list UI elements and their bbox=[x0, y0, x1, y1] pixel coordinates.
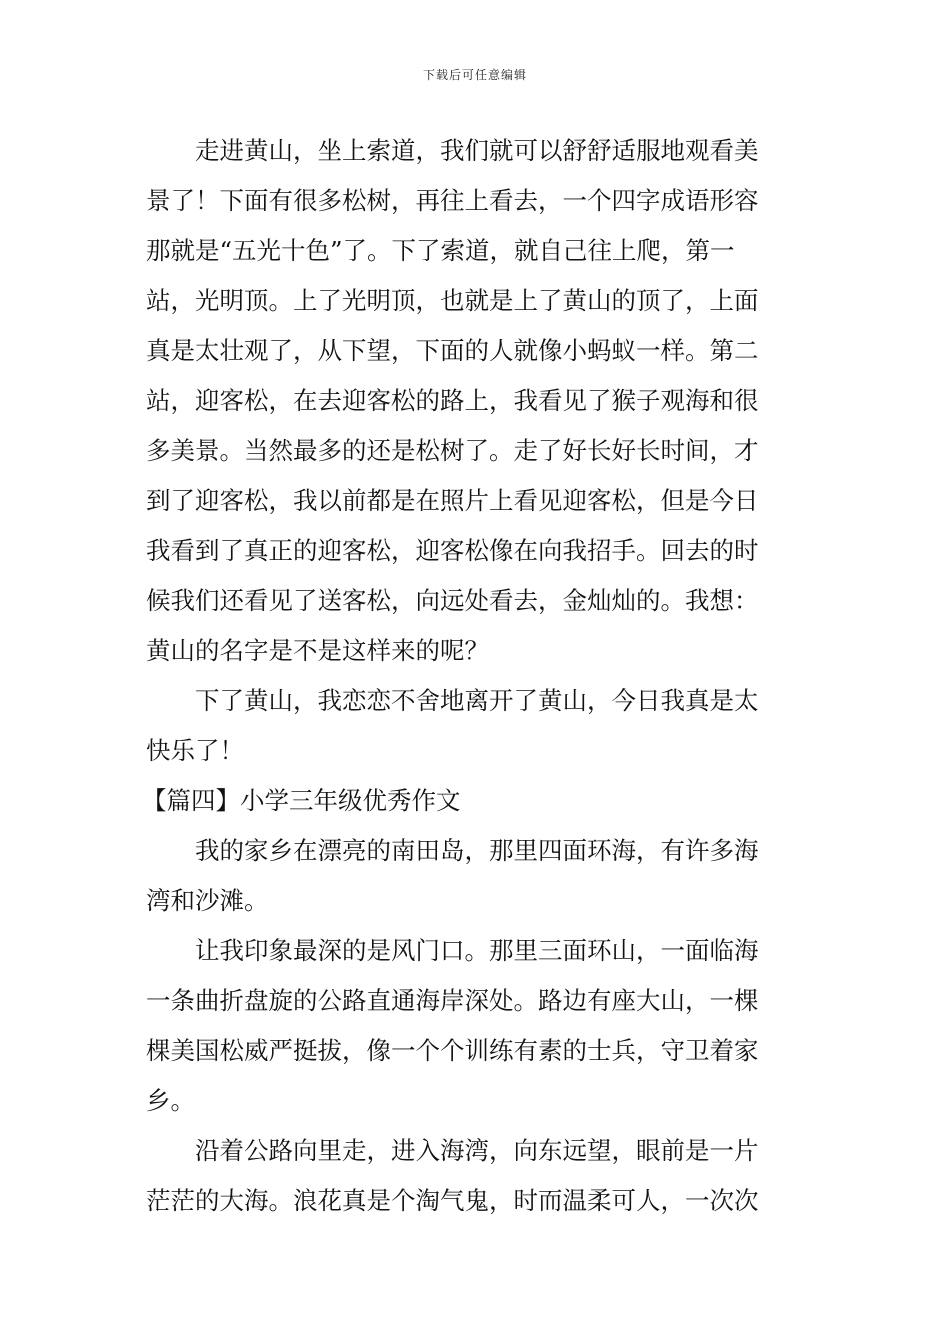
text-line: 多美景。当然最多的还是松树了。走了好长好长时间，才 bbox=[146, 436, 759, 465]
text-line: 站，光明顶。上了光明顶，也就是上了黄山的顶了，上面 bbox=[146, 286, 759, 315]
text-line: 下了黄山，我恋恋不舍地离开了黄山，今日我真是太 bbox=[195, 686, 759, 715]
text-line: 景了！下面有很多松树，再往上看去，一个四字成语形容 bbox=[146, 186, 759, 215]
text-line: 候我们还看见了送客松，向远处看去，金灿灿的。我想： bbox=[146, 586, 759, 615]
text-line: 茫茫的大海。浪花真是个淘气鬼，时而温柔可人，一次次 bbox=[146, 1186, 759, 1215]
text-line: 走进黄山，坐上索道，我们就可以舒舒适服地观看美 bbox=[195, 136, 759, 165]
text-line: 棵美国松威严挺拔，像一个个训练有素的士兵，守卫着家 bbox=[146, 1036, 759, 1065]
section-heading: 【篇四】小学三年级优秀作文 bbox=[142, 786, 461, 815]
text-line: 我看到了真正的迎客松，迎客松像在向我招手。回去的时 bbox=[146, 536, 759, 565]
text-line: 那就是“五光十色”了。下了索道，就自己往上爬，第一 bbox=[146, 236, 735, 265]
text-line: 黄山的名字是不是这样来的呢？ bbox=[146, 636, 489, 665]
text-line: 一条曲折盘旋的公路直通海岸深处。路边有座大山，一棵 bbox=[146, 986, 759, 1015]
document-body bbox=[142, 126, 808, 1226]
page-header-note: 下载后可任意编辑 bbox=[422, 68, 527, 82]
text-line: 我的家乡在漂亮的南田岛，那里四面环海，有许多海 bbox=[195, 836, 759, 865]
text-line: 快乐了！ bbox=[146, 736, 244, 765]
text-line: 真是太壮观了，从下望，下面的人就像小蚂蚁一样。第二 bbox=[146, 336, 759, 365]
text-line: 站，迎客松，在去迎客松的路上，我看见了猴子观海和很 bbox=[146, 386, 759, 415]
text-line: 让我印象最深的是风门口。那里三面环山，一面临海 bbox=[195, 936, 759, 965]
text-line: 乡。 bbox=[146, 1086, 195, 1115]
text-line: 到了迎客松，我以前都是在照片上看见迎客松，但是今日 bbox=[146, 486, 759, 515]
text-line: 湾和沙滩。 bbox=[146, 886, 269, 915]
text-line: 沿着公路向里走，进入海湾，向东远望，眼前是一片 bbox=[195, 1136, 759, 1165]
